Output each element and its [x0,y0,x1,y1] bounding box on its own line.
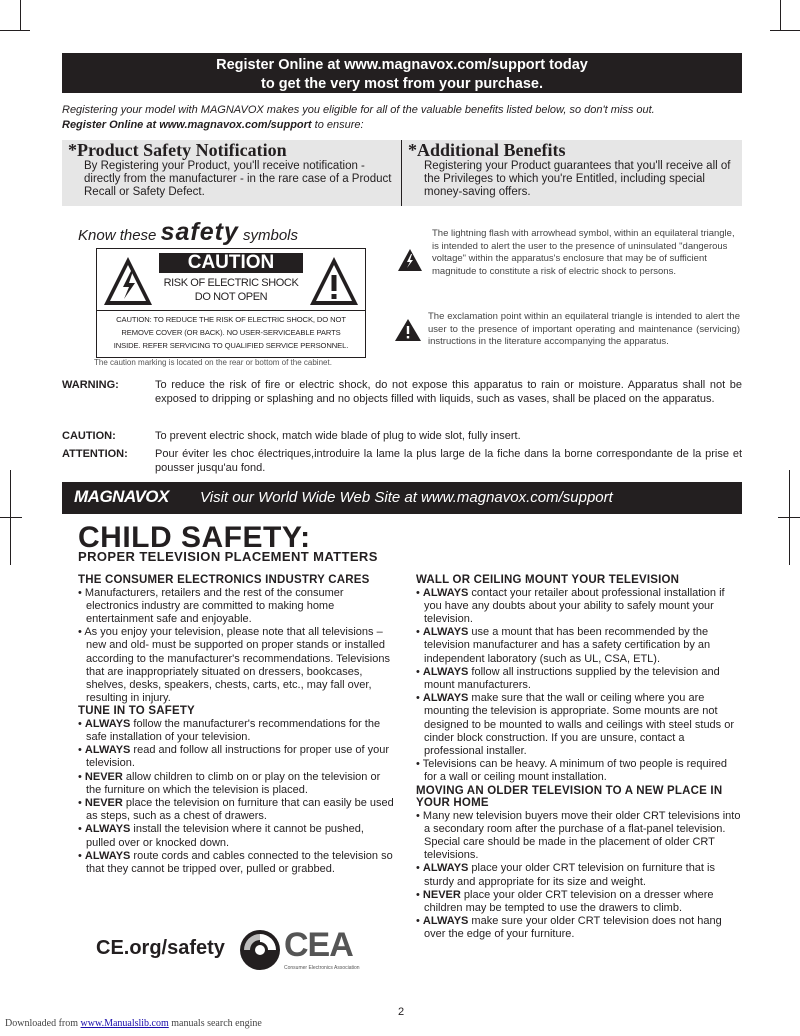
list-item: • ALWAYS place your older CRT television on furniture that is sturdy and appropriate for its size and weight. [416,862,715,888]
exclamation-explanation: The exclamation point within an equilateral triangle is intended to alert the user to the presence of important operating and maintenance (servicing) instructions in the literature accompanying the apparatus. [428,311,740,347]
cea-logo: CEA [284,926,353,964]
item-text: allow children to climb on or play on the television or the furniture on which the television is placed. [86,770,381,796]
ce-org-safety-link[interactable]: CE.org/safety [96,937,225,959]
list-item: • NEVER place the television on furniture that can easily be used as steps, such as a chest of drawers. [78,797,394,823]
keyword: NEVER [84,770,123,783]
crop-mark [0,517,22,518]
symbols-word: symbols [243,227,299,244]
item-text: Manufacturers, retailers and the rest of the consumer electronics industry are committed to making home entertainment safe and enjoyable. [84,586,344,625]
item-text: Many new television buyers move their older CRT televisions into a secondary room after the purchase of a flat-panel television. Special care should be made in the placement of older CRT televisions. [422,809,741,862]
crop-mark [780,0,781,30]
crop-mark [10,470,11,565]
item-text: read and follow all instructions for proper use of your television. [86,744,390,770]
keyword: ALWAYS [422,862,469,875]
crop-mark [0,30,30,31]
section-heading: WALL OR CEILING MOUNT YOUR TELEVISION [416,574,680,586]
item-text: place your older CRT television on a dresser where children may be tempted to use the drawers to climb. [424,888,714,914]
register-banner [62,53,742,93]
benefit-additional [408,140,738,206]
keyword: ALWAYS [422,915,469,928]
caution-open-line: DO NOT OPEN [194,291,268,303]
list-item: • ALWAYS use a mount that has been recommended by the television manufacturer and has a safety certification by an independent laboratory (such as UL, CSA, ETL). [416,626,711,665]
moving-list [416,810,742,942]
caution-text: To prevent electric shock, match wide blade of plug to wide slot, fully insert. [155,430,521,442]
item-text: make sure your older CRT television does not hang over the edge of your furniture. [424,915,722,941]
intro-register-online: Register Online at www.magnavox.com/support [62,119,312,131]
item-text: route cords and cables connected to the television so that they cannot be tripped over, pulled or grabbed. [86,849,393,876]
warning-label: WARNING: [62,379,119,391]
download-footer [5,1018,262,1029]
item-text: place the television on furniture that can easily be used as steps, such as a chest of drawers. [86,797,394,823]
section-heading: MOVING AN OLDER TELEVISION TO A NEW PLACE IN YOUR HOME [416,784,723,810]
left-column [78,574,396,876]
caution-notice [99,313,363,352]
list-item: • ALWAYS read and follow all instructions for proper use of your television. [78,744,390,770]
warning-text: To reduce the risk of fire or electric shock, do not expose this apparatus to rain or moisture. Apparatus shall not be exposed to dripping or splashing and no objects filled with liquids, such as vases, shall be placed on the apparatus. [155,379,742,405]
list-item: • NEVER place your older CRT television on a dresser where children may be tempted to use the drawers to climb. [416,888,714,914]
caution-notice-line: REMOVE COVER (OR BACK). NO USER-SERVICEABLE PARTS [121,328,341,337]
intro-line-1: Registering your model with MAGNAVOX makes you eligible for all of the valuable benefits listed below, so don't miss out. [62,104,655,116]
item-text: follow all instructions supplied by the television and mount manufacturers. [424,665,720,691]
caution-risk-line: RISK OF ELECTRIC SHOCK [163,277,299,289]
keyword: ALWAYS [84,717,131,730]
intro-ensure: to ensure: [311,119,364,131]
list-item: • As you enjoy your television, please note that all televisions – new and old- must be supported on proper stands or installed according to the manufacturer's recommendations. Televisions that are inappropriately situated on dressers, bookcases, shelves, desks, speakers, chests, carts, etc., may fall over, resulting in injury. [78,626,390,705]
benefits-panel [62,140,742,206]
list-item: • ALWAYS follow all instructions supplied by the television and mount manufacturers. [416,665,720,691]
benefit-title: *Additional Benefits [408,140,566,160]
crop-mark [789,470,790,565]
know-these-text: Know these [78,227,157,244]
list-item: • Televisions can be heavy. A minimum of two people is required for a wall or ceiling mount installation. [416,758,728,784]
keyword: ALWAYS [422,665,469,678]
keyword: ALWAYS [84,849,131,862]
manualslib-link[interactable]: www.Manualslib.com [80,1018,169,1029]
child-safety-subtitle: PROPER TELEVISION PLACEMENT MATTERS [78,549,378,564]
exclamation-triangle-icon [307,253,361,309]
caution-risk-text [159,276,303,304]
register-line-1: Register Online at www.magnavox.com/support today [216,57,588,73]
list-item: • ALWAYS make sure that the wall or ceiling where you are mounting the television is appropriate. Some mounts are not designed to be mounted to walls and ceilings with steel studs or cinder block construction. If you are unsure, contact a professional installer. [416,692,735,757]
benefit-text: By Registering your Product, you'll receive notification - directly from the manufacturer - in the rare case of a Product Recall or Safety Defect. [84,160,392,198]
footer-prefix: Downloaded from [5,1018,81,1029]
keyword: NEVER [84,797,123,810]
item-text: contact your retailer about professional installation if you have any doubts about your ability to safely mount your television. [424,586,725,625]
keyword: ALWAYS [422,692,469,705]
caution-notice-line: INSIDE. REFER SERVICING TO QUALIFIED SERVICE PERSONNEL. [113,341,349,350]
keyword: ALWAYS [84,744,131,757]
benefit-text: Registering your Product guarantees that you'll receive all of the Privileges to which you're Entitled, including special money-saving offers. [424,160,731,198]
item-text: install the television where it cannot be pushed, pulled over or knocked down. [86,823,364,849]
caution-label: CAUTION: [62,430,116,442]
caution-row [62,429,742,444]
tune-in-list [78,718,396,876]
caution-title: CAUTION [159,253,303,273]
crop-mark [770,30,800,31]
list-item: • Manufacturers, retailers and the rest of the consumer electronics industry are committed to making home entertainment safe and enjoyable. [78,586,344,625]
benefits-divider [401,140,402,206]
list-item: • ALWAYS make sure your older CRT television does not hang over the edge of your furniture. [416,915,722,941]
page-number: 2 [398,1006,405,1018]
item-text: As you enjoy your television, please note that all televisions – new and old- must be supported on proper stands or installed according to the manufacturer's recommendations. Televisions that are inappropriately situated on dressers, bookcases, shelves, desks, speakers, chests, carts, etc., may fall over, resulting in injury. [84,626,390,705]
website-banner [62,482,742,514]
cea-tagline: Consumer Electronics Association [284,965,360,971]
item-text: place your older CRT television on furniture that is sturdy and appropriate for its size and weight. [424,862,715,888]
benefit-title: *Product Safety Notification [68,140,287,160]
list-item: • Many new television buyers move their older CRT televisions into a secondary room after the purchase of a flat-panel television. Special care should be made in the placement of older CRT televisions. [416,809,741,862]
attention-label: ATTENTION: [62,448,128,460]
caution-notice-line: CAUTION: TO REDUCE THE RISK OF ELECTRIC SHOCK, DO NOT [116,315,346,324]
footer-suffix: manuals search engine [168,1018,262,1029]
magnavox-logo: MAGNAVOX [74,487,169,506]
mount-list [416,587,742,785]
list-item: • ALWAYS install the television where it cannot be pushed, pulled over or knocked down. [78,823,364,849]
register-line-2: to get the very most from your purchase. [260,76,543,92]
keyword: NEVER [422,888,461,901]
list-item: • ALWAYS follow the manufacturer's recommendations for the safe installation of your television. [78,717,381,744]
safety-symbols-heading [78,218,298,247]
keyword: ALWAYS [422,586,469,599]
item-text: follow the manufacturer's recommendations for the safe installation of your television. [86,717,381,744]
item-text: make sure that the wall or ceiling where you are mounting the television is appropriate. Some mounts are not designed to be mounted to walls and ceilings with steel studs or cinder block construction. If you are unsure, contact a professional installer. [424,692,735,757]
caution-divider [97,310,365,311]
item-text: Televisions can be heavy. A minimum of two people is required for a wall or ceiling mount installation. [422,758,728,784]
register-intro [62,103,752,133]
caution-location-note: The caution marking is located on the rear or bottom of the cabinet. [94,358,332,367]
item-text: use a mount that has been recommended by the television manufacturer and has a safety certification by an independent laboratory (such as UL, CSA, ETL). [424,626,711,665]
lightning-icon [397,248,423,272]
section-heading: TUNE IN TO SAFETY [78,705,195,718]
industry-list [78,587,396,706]
exclamation-icon [394,318,422,342]
crop-mark [20,0,21,30]
attention-row [62,447,742,477]
caution-label-box [96,248,366,358]
keyword: ALWAYS [422,626,469,639]
safety-word: safety [160,218,239,246]
lightning-triangle-icon [101,253,155,309]
cea-swirl-icon [238,928,282,972]
lightning-explanation: The lightning flash with arrowhead symbol, within an equilateral triangle, is intended to alert the user to the presence of uninsulated "dangerous voltage" within the apparatus's enclosure that may be of sufficient magnitude to constitute a risk of electric shock to persons. [432,228,735,277]
section-heading: THE CONSUMER ELECTRONICS INDUSTRY CARES [78,574,370,586]
benefit-product-safety [68,140,398,206]
attention-text: Pour éviter les choc électriques,introduire la lame la plus large de la fiche dans la borne correspondante de la prise et pousser jusqu'au fond. [155,448,742,474]
keyword: ALWAYS [84,823,131,836]
list-item: • ALWAYS route cords and cables connected to the television so that they cannot be tripped over, pulled or grabbed. [78,849,393,876]
list-item: • ALWAYS contact your retailer about professional installation if you have any doubts about your ability to safely mount your television. [416,586,725,625]
right-column [416,574,742,942]
child-safety-title: CHILD SAFETY: [78,521,311,554]
warning-row [62,378,742,422]
list-item: • NEVER allow children to climb on or play on the television or the furniture on which the television is placed. [78,770,381,796]
website-text[interactable]: Visit our World Wide Web Site at www.magnavox.com/support [200,489,613,506]
